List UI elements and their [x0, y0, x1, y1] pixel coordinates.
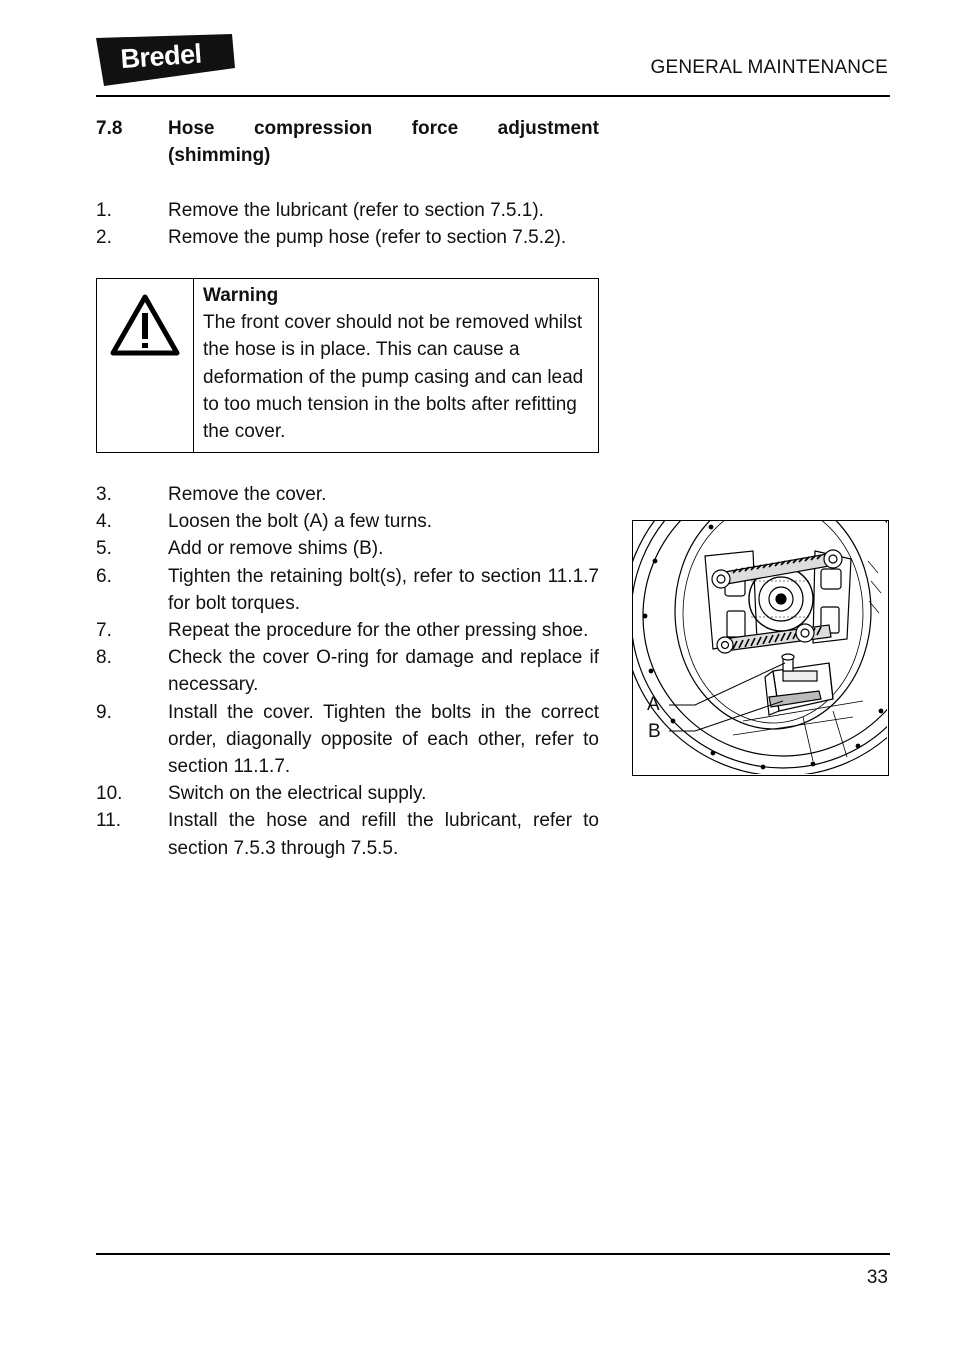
warning-text: The front cover should not be removed whilst the hose is in place. This can cause a deformation of the pump casing and can lead to too much tension in the bolts after refitting the cover.: [203, 312, 584, 443]
pump-housing-illustration: [633, 521, 887, 774]
step-number: 5.: [96, 538, 112, 560]
list-item: [96, 197, 599, 224]
step-text: Loosen the bolt (A) a few turns.: [168, 511, 433, 533]
step-text: Repeat the procedure for the other pressing shoe.: [168, 620, 589, 642]
warning-title: Warning: [203, 285, 279, 306]
footer-divider: [96, 1253, 890, 1255]
step-text: Check the cover O-ring for damage and replace if necessary.: [168, 647, 599, 696]
list-item: [96, 508, 599, 535]
step-text: Remove the cover.: [168, 484, 327, 505]
header-divider: [96, 95, 890, 97]
list-item: [96, 644, 599, 698]
section-title: Hose compression force adjustment (shimming): [168, 118, 599, 166]
step-number: 11.: [96, 810, 122, 832]
step-text: Remove the lubricant (refer to section 7.5.1).: [168, 200, 544, 221]
list-item: [96, 807, 599, 861]
pump-shoe-figure: [632, 520, 889, 776]
step-number: 6.: [96, 565, 112, 587]
warning-text-cell: [194, 279, 598, 452]
step-number: 3.: [96, 484, 112, 505]
brand-logo: [96, 34, 236, 86]
figure-label-b: B: [648, 721, 661, 742]
list-item: [96, 780, 599, 807]
list-item: [96, 563, 599, 617]
procedure-steps-after: [96, 481, 599, 862]
page-number: 33: [866, 1267, 888, 1288]
procedure-steps-before: [96, 197, 599, 251]
step-text: Tighten the retaining bolt(s), refer to section 11.1.7 for bolt torques.: [168, 565, 599, 614]
list-item: [96, 535, 599, 562]
warning-triangle-icon: [109, 293, 181, 359]
step-text: Install the hose and refill the lubricant, refer to section 7.5.3 through 7.5.5.: [168, 810, 599, 859]
section-number: 7.8: [96, 118, 123, 139]
list-item: [96, 617, 599, 644]
list-item: [96, 699, 599, 781]
brand-name: Bredel: [119, 38, 203, 74]
list-item: [96, 481, 599, 508]
step-number: 2.: [96, 227, 112, 249]
step-number: 10.: [96, 783, 123, 805]
warning-box: [96, 278, 599, 453]
warning-icon-cell: [97, 279, 194, 452]
step-text: Switch on the electrical supply.: [168, 783, 427, 805]
figure-label-a: A: [647, 694, 660, 715]
step-number: 9.: [96, 701, 112, 723]
list-item: [96, 224, 599, 251]
step-text: Remove the pump hose (refer to section 7.5.2).: [168, 227, 567, 249]
step-text: Install the cover. Tighten the bolts in the correct order, diagonally opposite of each other, refer to section 11.1.7.: [168, 701, 599, 778]
header-section-title: GENERAL MAINTENANCE: [650, 57, 888, 78]
step-number: 1.: [96, 200, 112, 221]
step-text: Add or remove shims (B).: [168, 538, 384, 560]
step-number: 7.: [96, 620, 112, 642]
step-number: 8.: [96, 647, 112, 669]
step-number: 4.: [96, 511, 112, 533]
